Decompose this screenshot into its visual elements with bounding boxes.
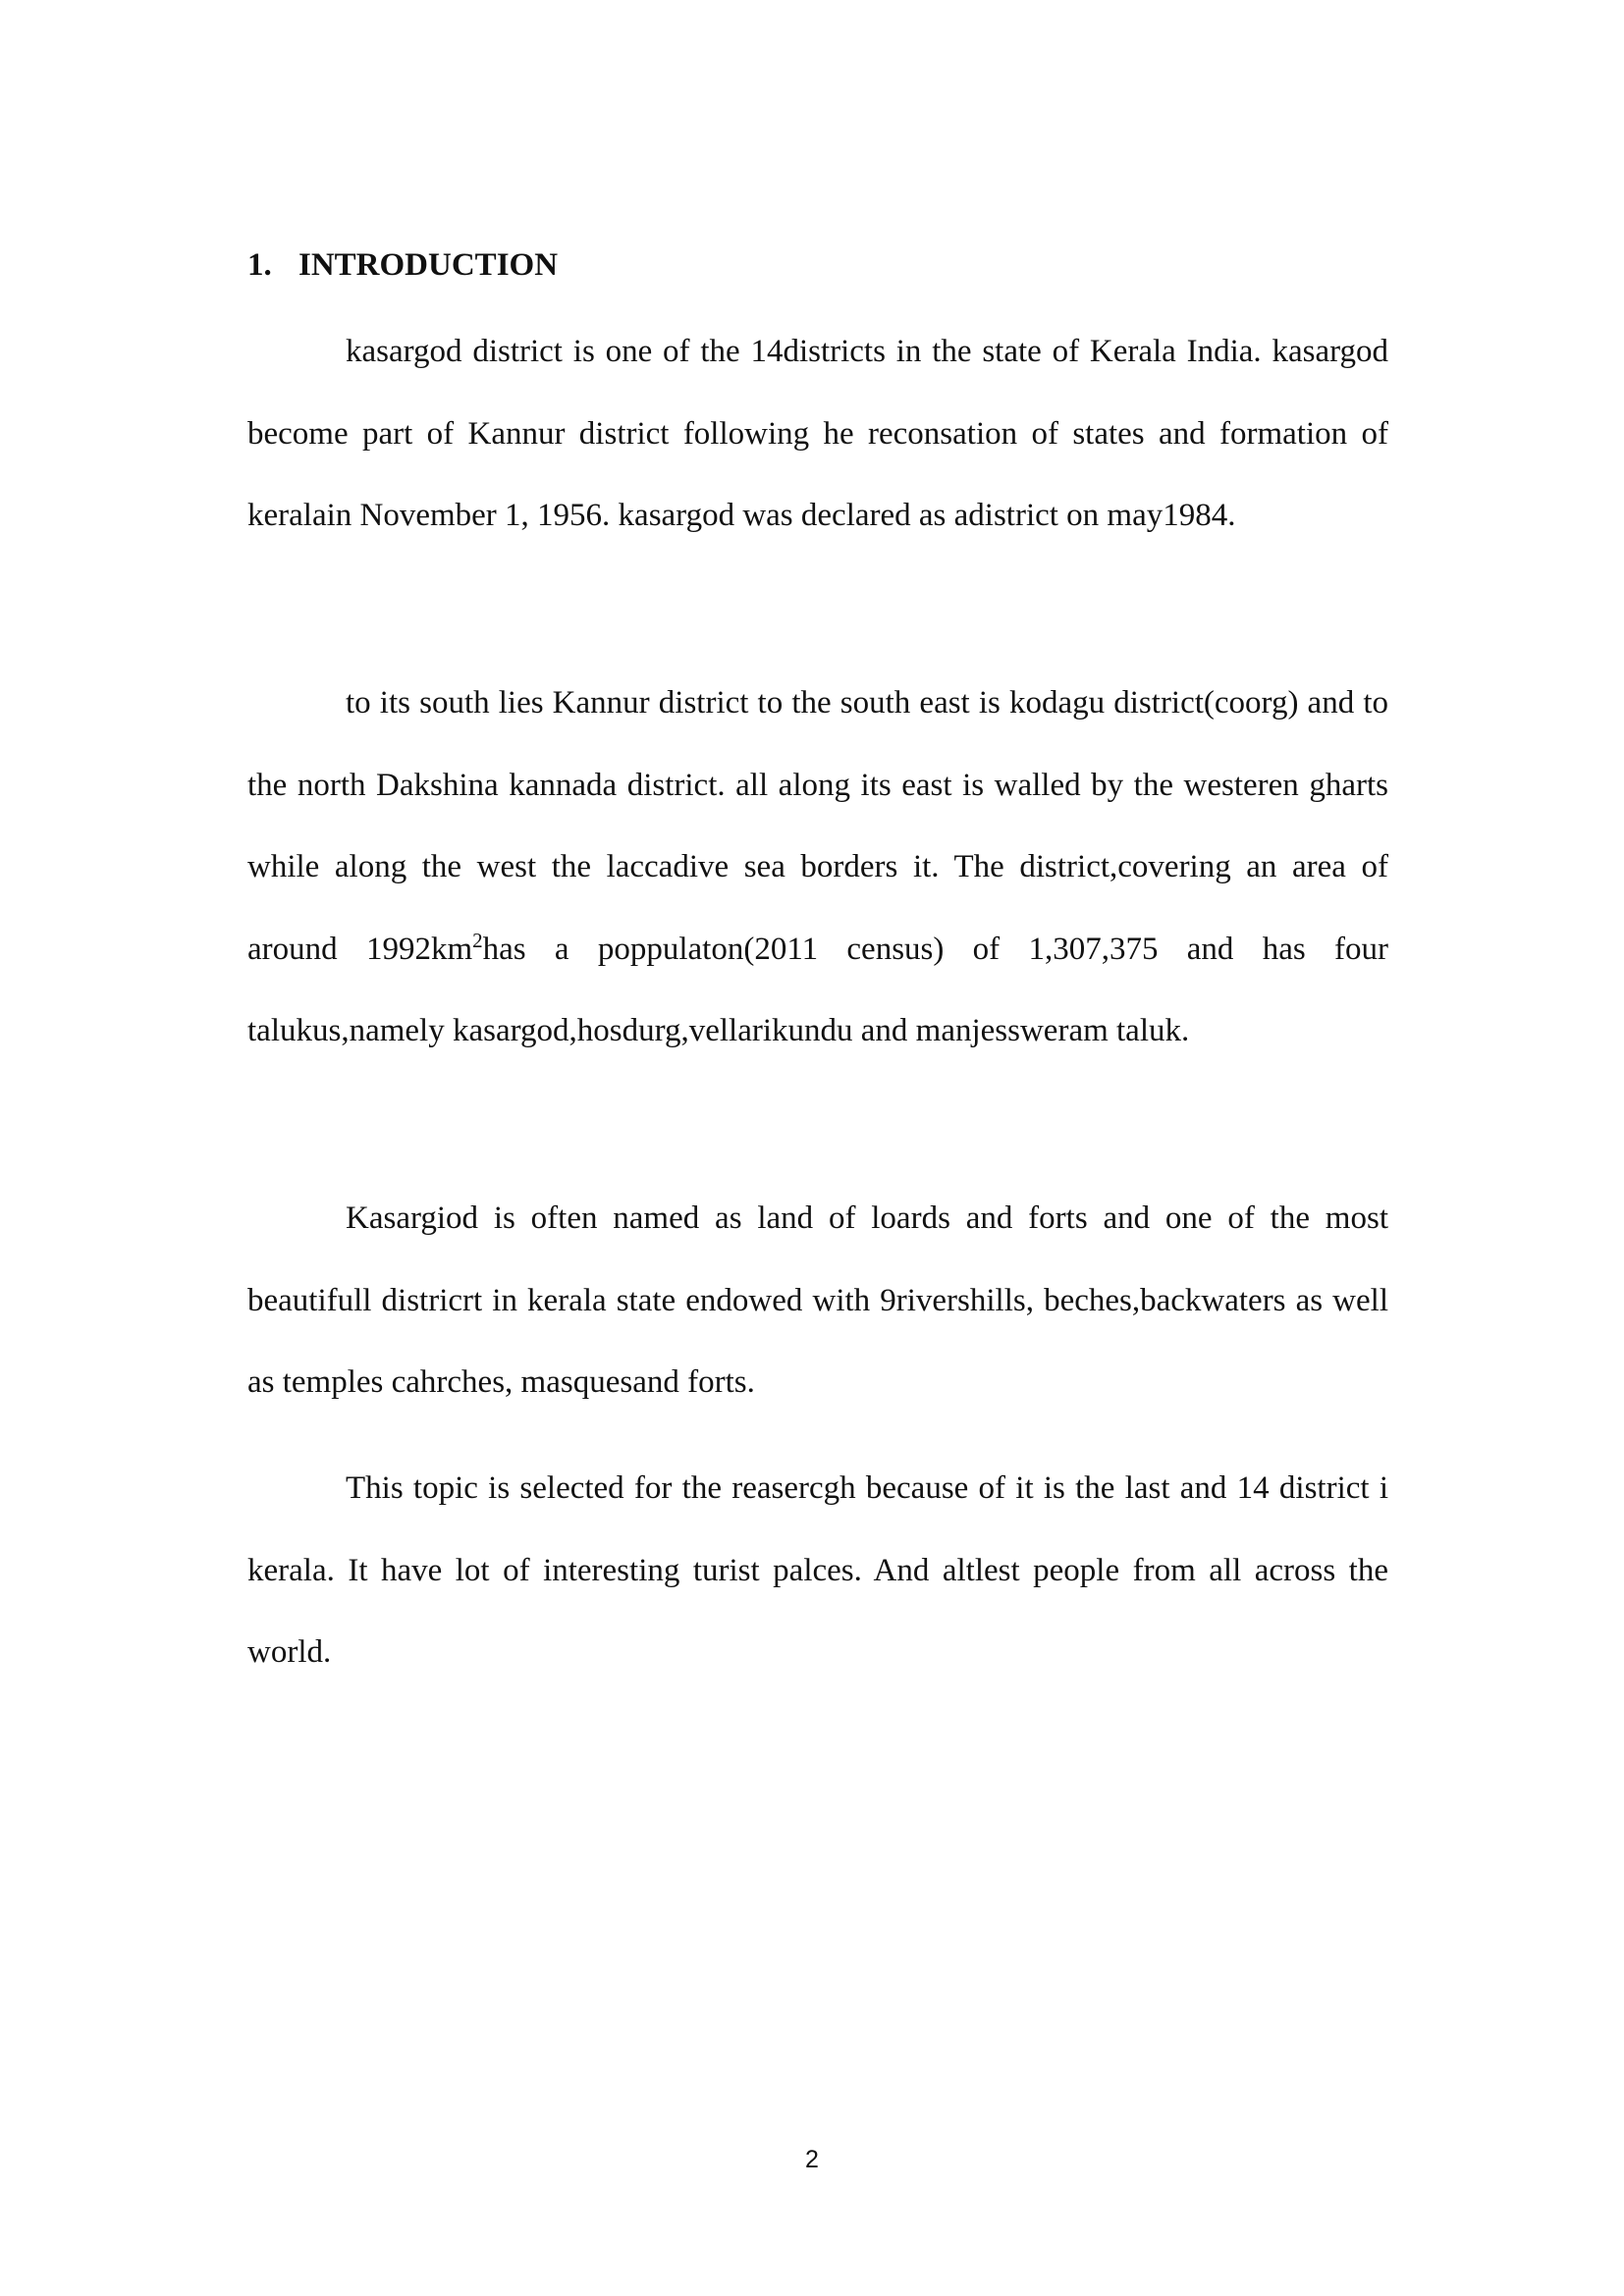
section-number: 1. xyxy=(247,247,272,283)
paragraph-3 xyxy=(247,1178,1388,1424)
paragraph-4-text: This topic is selected for the reasercgh because of it is the last and 14 district i kerala. It have lot of interesting turist palces. And altlest people from all across the world. xyxy=(247,1470,1388,1670)
paragraph-2-text-after: has a poppulaton(2011 census) of 1,307,375 and has four talukus,namely kasargod,hosdurg,vellarikundu and manjessweram taluk. xyxy=(247,931,1388,1048)
section-title: INTRODUCTION xyxy=(298,247,559,283)
area-superscript: 2 xyxy=(472,928,483,952)
page-number: 2 xyxy=(805,2146,819,2173)
paragraph-1 xyxy=(247,311,1388,558)
paragraph-1-text: kasargod district is one of the 14districts in the state of Kerala India. kasargod become part of Kannur district following he reconsation of states and formation of keralain November 1, 1956. kasargod was declared as adistrict on may1984. xyxy=(247,334,1388,533)
paragraph-2 xyxy=(247,663,1388,1073)
paragraph-3-text: Kasargiod is often named as land of loards and forts and one of the most beautifull districrt in kerala state endowed with 9rivershills, beches,backwaters as well as temples cahrches, masquesand forts. xyxy=(247,1201,1388,1400)
section-heading xyxy=(247,245,558,285)
paragraph-4 xyxy=(247,1448,1388,1694)
paragraph-2-text-before: to its south lies Kannur district to the south east is kodagu district(coorg) and to the north Dakshina kannada district. all along its east is walled by the westeren gharts while along the west the laccadive sea borders it. The district,covering an area of around 1992km xyxy=(247,685,1388,967)
